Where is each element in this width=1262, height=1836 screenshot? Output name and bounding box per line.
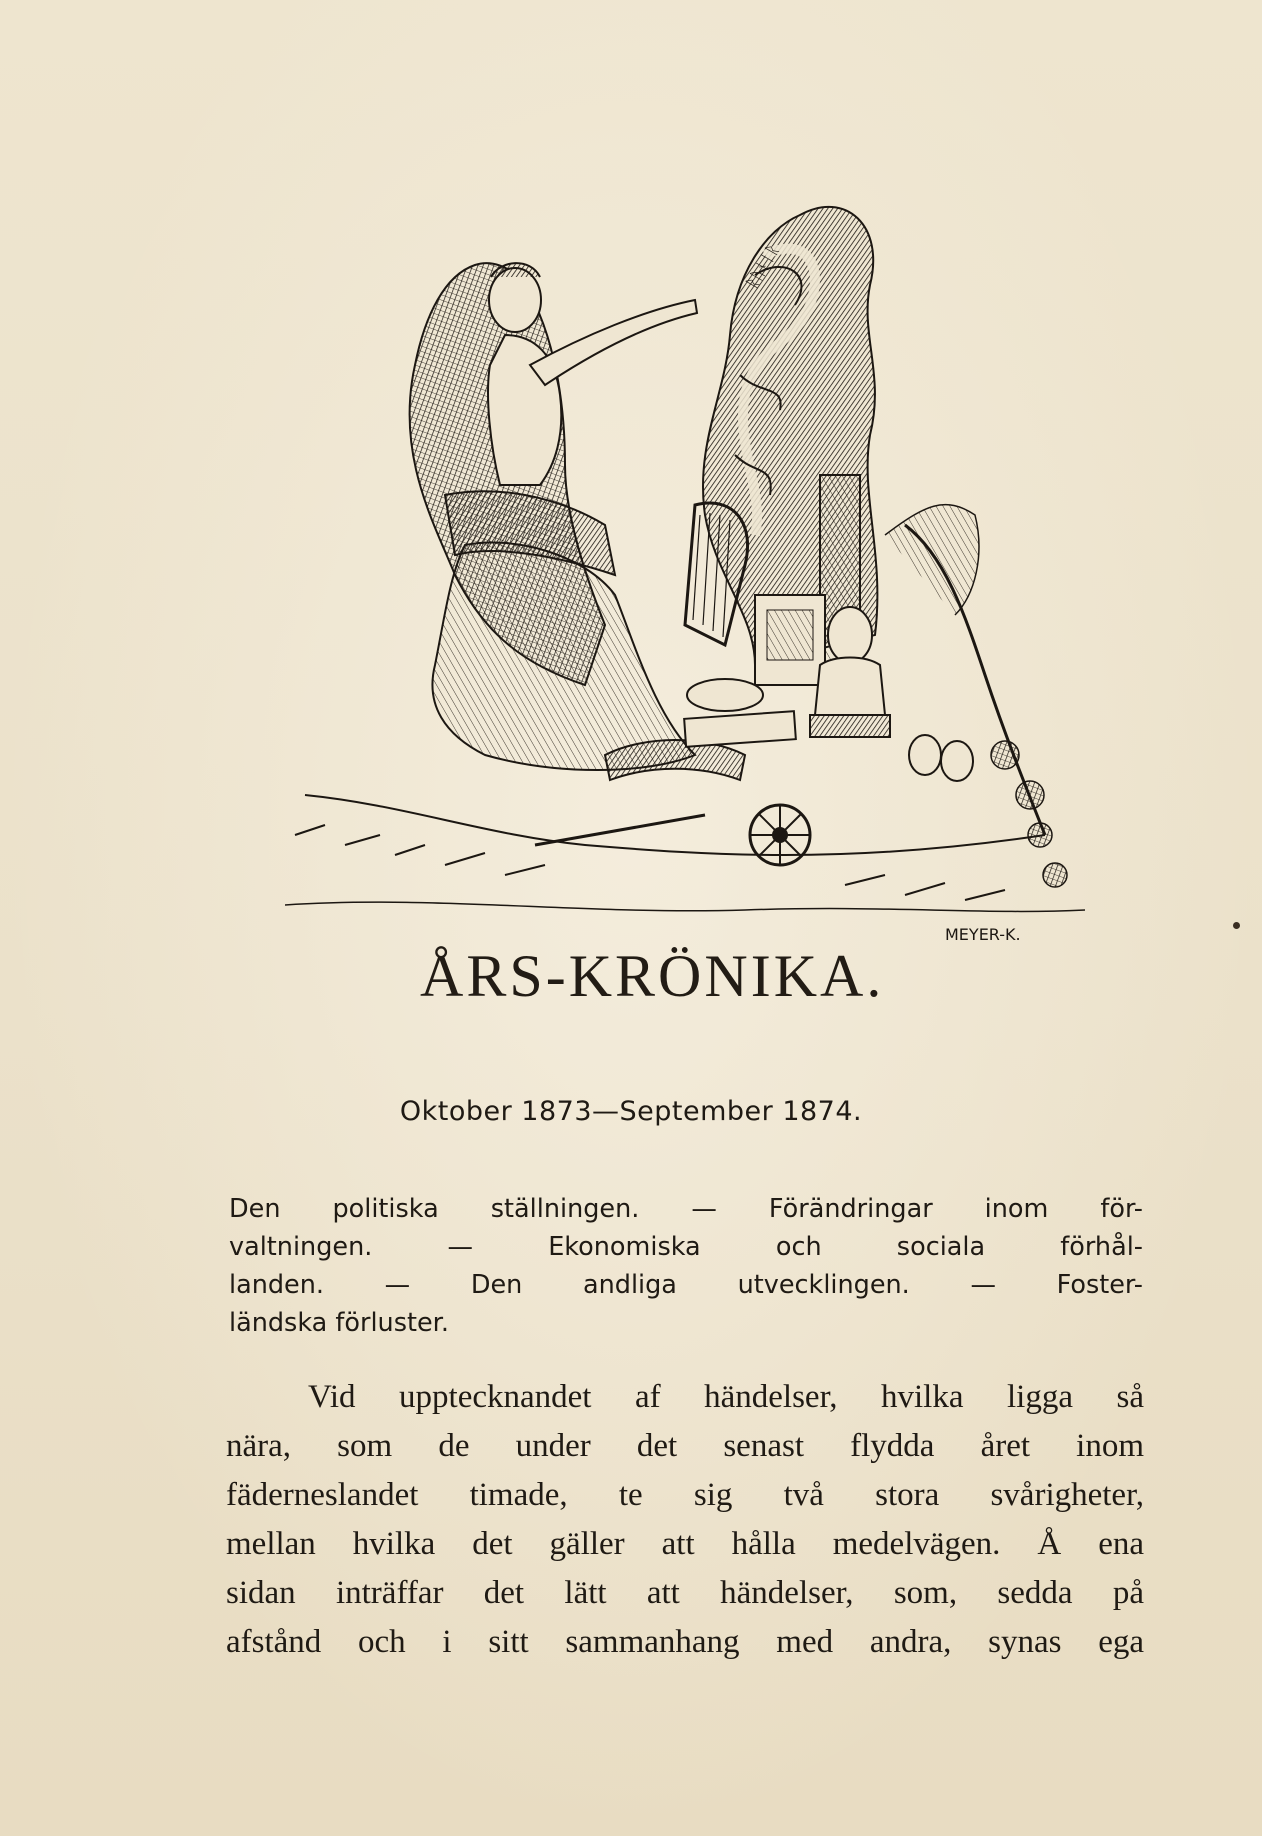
- summary-line: valtningen. — Ekonomiska och sociala förhål-: [229, 1232, 1143, 1262]
- chapter-title: [420, 928, 1020, 1028]
- summary-line: landen. — Den andliga utvecklingen. — Foster-: [229, 1270, 1143, 1300]
- body-line: mellan hvilka det gäller att hålla medelvägen. Å ena: [226, 1526, 1144, 1562]
- summary-line: ländska förluster.: [229, 1308, 449, 1338]
- body-line: afstånd och i sitt sammanhang med andra, synas ega: [226, 1624, 1144, 1660]
- body-line: nära, som de under det senast flydda året inom: [226, 1428, 1144, 1464]
- ink-spot: [1233, 922, 1240, 929]
- summary-line: Den politiska ställningen. — Förändringar inom för-: [229, 1194, 1143, 1224]
- svg-text:ᚱᚢᚾᛁᚱ: ᚱᚢᚾᛁᚱ: [742, 240, 783, 292]
- chapter-title-text: ÅRS-KRÖNIKA.: [420, 943, 885, 1009]
- body-line: sidan inträffar det lätt att händelser, som, sedda på: [226, 1575, 1144, 1611]
- body-line: fäderneslandet timade, te sig två stora svårigheter,: [226, 1477, 1144, 1513]
- chapter-summary: [229, 1190, 1143, 1342]
- allegorical-muse-engraving-icon: [285, 195, 1085, 950]
- body-line: Vid upptecknandet af händelser, hvilka ligga så: [308, 1379, 1144, 1415]
- chapter-subtitle: Oktober 1873—September 1874.: [399, 1096, 863, 1127]
- illustration-signature: MEYER-K.: [945, 925, 1021, 944]
- body-paragraph: [226, 1373, 1144, 1667]
